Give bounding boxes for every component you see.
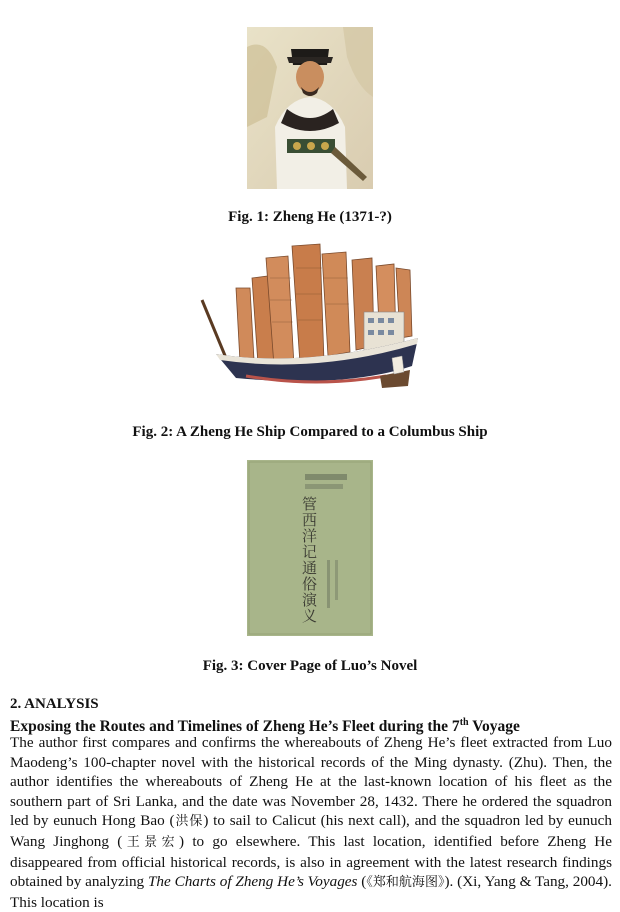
figure-caption: Fig. 1: Zheng He (1371-?) [228, 209, 392, 225]
zheng-he-portrait [247, 27, 373, 189]
ship-illustration [196, 238, 426, 400]
figure-caption: Fig. 2: A Zheng He Ship Compared to a Columbus Ship [132, 424, 488, 440]
figure-caption: Fig. 3: Cover Page of Luo’s Novel [202, 658, 418, 674]
cover-title: 管西洋记通俗演义 [300, 496, 318, 624]
section-heading [10, 695, 612, 737]
book-cover [247, 460, 373, 636]
section-title: 2. ANALYSIS [10, 696, 99, 712]
body-paragraph: The author first compares and confirms the whereabouts of Zheng He’s fleet extracted from Luo Maodeng’s 100-chapter novel with the historical records of the Ming dynasty. (Zhu). Then, the author identifies the whereabouts of Zheng He at the last-known location of his fleet as the southern part of Sri Lanka, and the date was November 28, 1432. There he ordered the squadron led by eunuch Hong Bao (洪保) to sail to Calicut (his next call), and the squadron led by eunuch Wang Jinghong (王景宏) to go elsewhere. This last location, identified before Zheng He disappeared from official historical records, is also in agreement with the latest research findings obtained by analyzing The Charts of Zheng He’s Voyages (《郑和航海图》). (Xi, Yang & Tang, 2004). This location is [10, 734, 612, 911]
section-subtitle: Exposing the Routes and Timelines of Zheng He’s Fleet during the 7th Voyage [10, 717, 520, 736]
